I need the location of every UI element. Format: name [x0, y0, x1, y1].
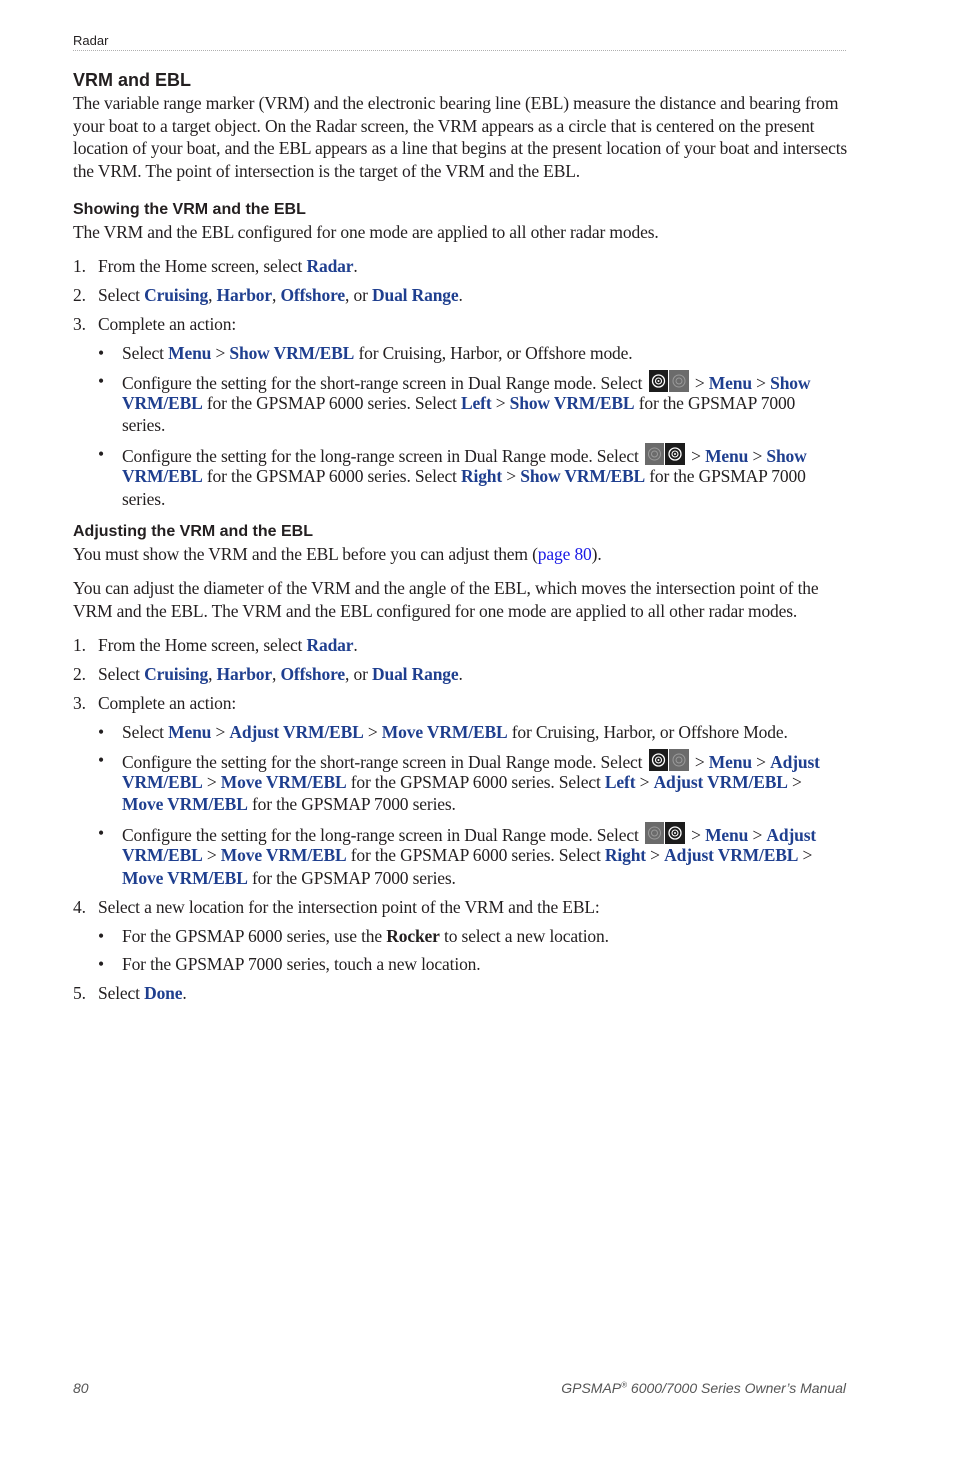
show-link[interactable]: Show [766, 446, 807, 466]
showing-bullet-c-line3: series. [122, 489, 166, 509]
bullet-dot: • [98, 444, 104, 464]
bullet-dot: • [98, 750, 104, 770]
left-link[interactable]: Left [461, 393, 492, 413]
dual-range-left-active-icon[interactable] [649, 749, 689, 771]
showing-bullet-b-line3: series. [122, 415, 166, 435]
menu-link[interactable]: Menu [168, 343, 212, 363]
header-section: Radar [73, 33, 109, 48]
vrm-ebl-link[interactable]: VRM/EBL [122, 845, 203, 865]
adjust-vrm-ebl-link[interactable]: Adjust VRM/EBL [664, 845, 799, 865]
dual-range-right-active-icon[interactable] [645, 443, 685, 465]
bullet-dot: • [98, 722, 104, 742]
menu-link[interactable]: Menu [708, 752, 752, 772]
cruising-link[interactable]: Cruising [144, 285, 209, 305]
adjust-link[interactable]: Adjust [770, 752, 820, 772]
right-link[interactable]: Right [604, 845, 646, 865]
adjust-vrm-ebl-link[interactable]: Adjust VRM/EBL [653, 772, 788, 792]
bullet-dot: • [98, 343, 104, 363]
dual-range-link[interactable]: Dual Range [372, 285, 459, 305]
show-vrm-ebl-link[interactable]: Show VRM/EBL [229, 343, 355, 363]
bullet-dot: • [98, 371, 104, 391]
adjusting-bullet-b-line2: VRM/EBL > Move VRM/EBL for the GPSMAP 6000 series. Select Left > Adjust VRM/EBL > [122, 772, 802, 792]
step-number: 2. [73, 664, 86, 684]
subheading-showing: Showing the VRM and the EBL [73, 201, 306, 218]
step-number: 4. [73, 897, 86, 917]
dual-range-link[interactable]: Dual Range [372, 664, 459, 684]
step-number: 5. [73, 983, 86, 1003]
menu-link[interactable]: Menu [705, 446, 749, 466]
right-link[interactable]: Right [461, 466, 503, 486]
done-link[interactable]: Done [144, 983, 183, 1003]
move-vrm-ebl-link[interactable]: Move VRM/EBL [220, 845, 347, 865]
step-number: 1. [73, 635, 86, 655]
dual-range-left-active-icon[interactable] [649, 370, 689, 392]
menu-link[interactable]: Menu [168, 722, 212, 742]
bullet-dot: • [98, 926, 104, 946]
move-vrm-ebl-link[interactable]: Move VRM/EBL [220, 772, 347, 792]
harbor-link[interactable]: Harbor [216, 664, 272, 684]
move-vrm-ebl-link[interactable]: Move VRM/EBL [122, 794, 248, 814]
offshore-link[interactable]: Offshore [280, 285, 346, 305]
menu-link[interactable]: Menu [705, 825, 749, 845]
bullet-dot: • [98, 954, 104, 974]
showing-intro: The VRM and the EBL configured for one mode are applied to all other radar modes. [73, 222, 659, 242]
offshore-link[interactable]: Offshore [280, 664, 346, 684]
adjusting-bullet-c-line2: VRM/EBL > Move VRM/EBL for the GPSMAP 6000 series. Select Right > Adjust VRM/EBL > [122, 845, 813, 865]
radar-link[interactable]: Radar [306, 256, 354, 276]
adjust-vrm-ebl-link[interactable]: Adjust VRM/EBL [229, 722, 364, 742]
step-number: 1. [73, 256, 86, 276]
intro-paragraph: The variable range marker (VRM) and the electronic bearing line (EBL) measure the distance and bearing from your boat to a target object. On the Radar screen, the VRM appears as a circle that is centered on the present location of your boat, and the EBL appears as a line that begins at the present location of your boat and intersects the VRM. The point of intersection is the target of the VRM and the EBL. [73, 93, 848, 181]
harbor-link[interactable]: Harbor [216, 285, 272, 305]
adjusting-bullet-c-line3: Move VRM/EBL for the GPSMAP 7000 series. [122, 868, 456, 888]
step-number: 3. [73, 693, 86, 713]
dual-range-right-active-icon[interactable] [645, 822, 685, 844]
adjusting-paragraph: You can adjust the diameter of the VRM and the angle of the EBL, which moves the intersection point of the VRM and the EBL. The VRM and the EBL configured for one mode are applied to all other radar modes. [73, 578, 819, 621]
vrm-ebl-link[interactable]: VRM/EBL [122, 772, 203, 792]
step-number: 3. [73, 314, 86, 334]
page-80-link[interactable]: page 80 [537, 544, 592, 564]
manual-title: GPSMAP® 6000/7000 Series Owner’s Manual [561, 1380, 846, 1396]
showing-bullet-c-line2: VRM/EBL for the GPSMAP 6000 series. Select Right > Show VRM/EBL for the GPSMAP 7000 [122, 466, 806, 486]
rocker-key: Rocker [386, 926, 440, 946]
show-link[interactable]: Show [770, 373, 811, 393]
section-title: VRM and EBL [73, 70, 192, 90]
vrm-ebl-link[interactable]: VRM/EBL [122, 466, 203, 486]
left-link[interactable]: Left [604, 772, 636, 792]
radar-link[interactable]: Radar [306, 635, 354, 655]
cruising-link[interactable]: Cruising [144, 664, 209, 684]
show-vrm-ebl-link[interactable]: Show VRM/EBL [520, 466, 646, 486]
move-vrm-ebl-link[interactable]: Move VRM/EBL [122, 868, 248, 888]
vrm-ebl-link[interactable]: VRM/EBL [122, 393, 203, 413]
showing-bullet-b-line2: VRM/EBL for the GPSMAP 6000 series. Select Left > Show VRM/EBL for the GPSMAP 7000 [122, 393, 796, 413]
adjusting-bullet-b-line3: Move VRM/EBL for the GPSMAP 7000 series. [122, 794, 456, 814]
show-vrm-ebl-link[interactable]: Show VRM/EBL [509, 393, 635, 413]
adjust-link[interactable]: Adjust [766, 825, 817, 845]
subheading-adjusting: Adjusting the VRM and the EBL [73, 523, 313, 540]
step-number: 2. [73, 285, 86, 305]
bullet-dot: • [98, 823, 104, 843]
menu-link[interactable]: Menu [708, 373, 752, 393]
page-number: 80 [73, 1380, 89, 1396]
adjusting-intro: You must show the VRM and the EBL before you can adjust them (page 80). [73, 544, 602, 564]
move-vrm-ebl-link[interactable]: Move VRM/EBL [381, 722, 508, 742]
running-header [73, 33, 846, 51]
